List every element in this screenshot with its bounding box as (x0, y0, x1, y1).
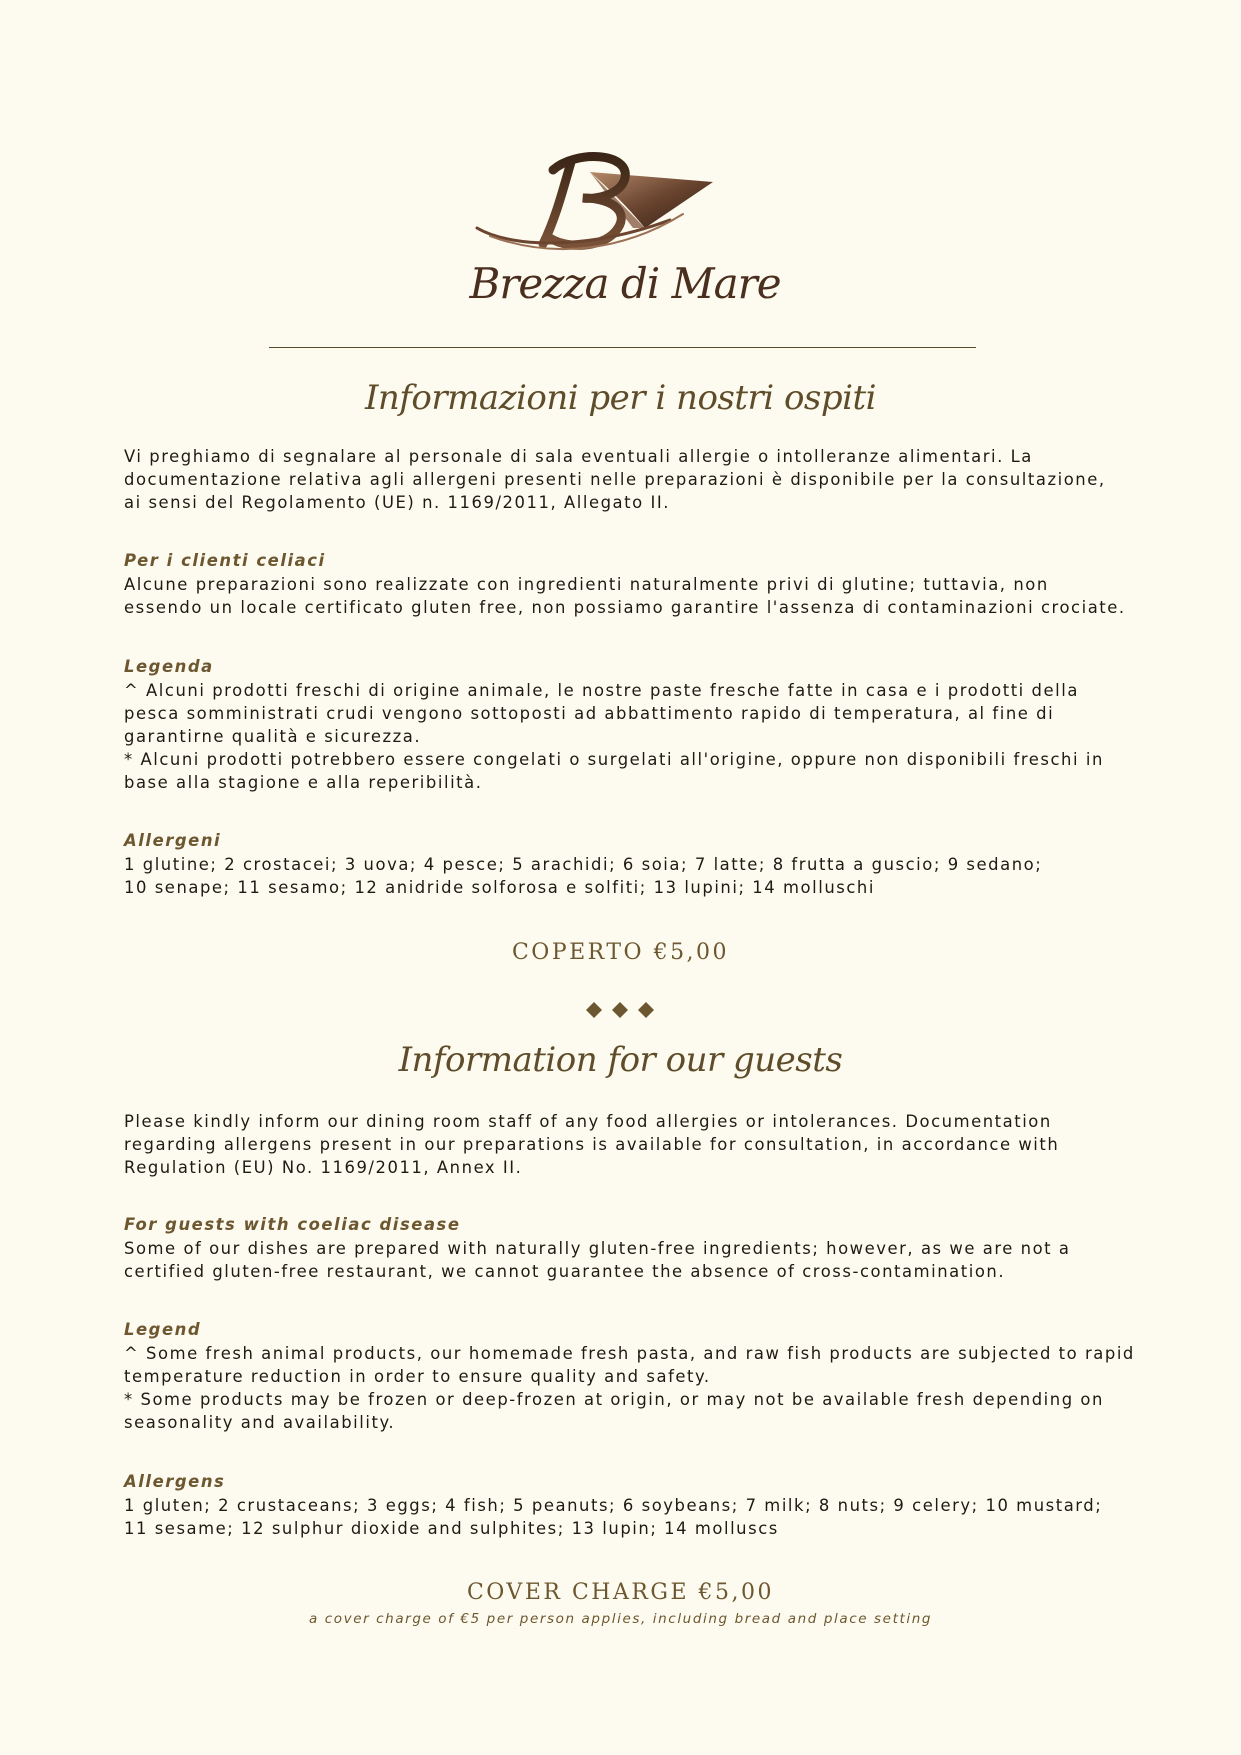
en-legend-line: * Some products may be frozen or deep-frozen at origin, or may not be available fresh depending on (124, 1390, 1104, 1409)
en-allergens-line: 11 sesame; 12 sulphur dioxide and sulphites; 13 lupin; 14 molluscs (124, 1519, 779, 1538)
en-title: Information for our guests (398, 1040, 843, 1080)
en-celiac-section (124, 1213, 1124, 1283)
en-legend-line: ^ Some fresh animal products, our homemade fresh pasta, and raw fish products are subjected to rapid (124, 1344, 1135, 1363)
brand-name: Brezza di Mare (469, 259, 781, 308)
it-legend-line: ^ Alcuni prodotti freschi di origine animale, le nostre paste fresche fatte in casa e i prodotti della (124, 681, 1079, 700)
it-celiac-section (124, 549, 1124, 619)
en-intro-line: Regulation (EU) No. 1169/2011, Annex II. (124, 1158, 523, 1177)
it-allergens-section (124, 829, 1124, 899)
en-allergens-section (124, 1470, 1124, 1540)
it-celiac-line: essendo un locale certificato gluten free, non possiamo garantire l'assenza di contaminazioni crociate. (124, 598, 1126, 617)
it-legend-section (124, 655, 1124, 794)
it-title: Informazioni per i nostri ospiti (364, 378, 877, 418)
it-allergens-line: 1 glutine; 2 crostacei; 3 uova; 4 pesce; 5 arachidi; 6 soia; 7 latte; 8 frutta a guscio; 9 sedano; (124, 855, 1043, 874)
en-allergens-heading: Allergens (124, 1472, 226, 1491)
en-legend-section (124, 1318, 1135, 1434)
it-legend-heading: Legenda (124, 657, 214, 676)
en-celiac-line: certified gluten-free restaurant, we cannot guarantee the absence of cross-contamination. (124, 1262, 1006, 1281)
it-celiac-heading: Per i clienti celiaci (124, 551, 326, 570)
it-intro-line: documentazione relativa agli allergeni presenti nelle preparazioni è disponibile per la consultazione, (124, 470, 1106, 489)
header-divider (269, 347, 976, 348)
it-allergens-line: 10 senape; 11 sesamo; 12 anidride solforosa e solfiti; 13 lupini; 14 molluschi (124, 878, 875, 897)
it-allergens-heading: Allergeni (124, 831, 222, 850)
letter-b-icon (543, 157, 625, 246)
en-cover-note: a cover charge of €5 per person applies, including bread and place setting (308, 1611, 933, 1627)
en-celiac-heading: For guests with coeliac disease (124, 1215, 461, 1234)
it-cover-charge: COPERTO €5,00 (511, 940, 730, 965)
it-legend-line: pesca somministrati crudi vengono sottoposti ad abbattimento rapido di temperatura, al fine di (124, 704, 1055, 723)
en-celiac-line: Some of our dishes are prepared with naturally gluten-free ingredients; however, as we are not a (124, 1239, 1071, 1258)
en-legend-heading: Legend (124, 1320, 202, 1339)
it-celiac-line: Alcune preparazioni sono realizzate con ingredienti naturalmente privi di glutine; tuttavia, non (124, 575, 1049, 594)
en-allergens-line: 1 gluten; 2 crustaceans; 3 eggs; 4 fish; 5 peanuts; 6 soybeans; 7 milk; 8 nuts; 9 celery; 10 mustard; (124, 1496, 1103, 1515)
it-intro (124, 445, 1124, 514)
en-cover-charge: COVER CHARGE €5,00 (466, 1580, 775, 1605)
en-legend-line: seasonality and availability. (124, 1413, 396, 1432)
it-legend-line: base alla stagione e alla reperibilità. (124, 773, 483, 792)
en-legend-line: temperature reduction in order to ensure quality and safety. (124, 1367, 711, 1386)
en-intro (124, 1110, 1124, 1179)
diamond-separator-icon (584, 999, 656, 1021)
it-intro-line: Vi preghiamo di segnalare al personale di sala eventuali allergie o intolleranze alimentari. La (124, 447, 1033, 466)
brand-logo (455, 140, 795, 320)
it-legend-line: garantirne qualità e sicurezza. (124, 727, 422, 746)
it-intro-line: ai sensi del Regolamento (UE) n. 1169/2011, Allegato II. (124, 493, 670, 512)
en-intro-line: regarding allergens present in our preparations is available for consultation, in accordance with (124, 1135, 1060, 1154)
it-legend-line: * Alcuni prodotti potrebbero essere congelati o surgelati all'origine, oppure non disponibili freschi in (124, 750, 1104, 769)
en-intro-line: Please kindly inform our dining room staff of any food allergies or intolerances. Documentation (124, 1112, 1052, 1131)
